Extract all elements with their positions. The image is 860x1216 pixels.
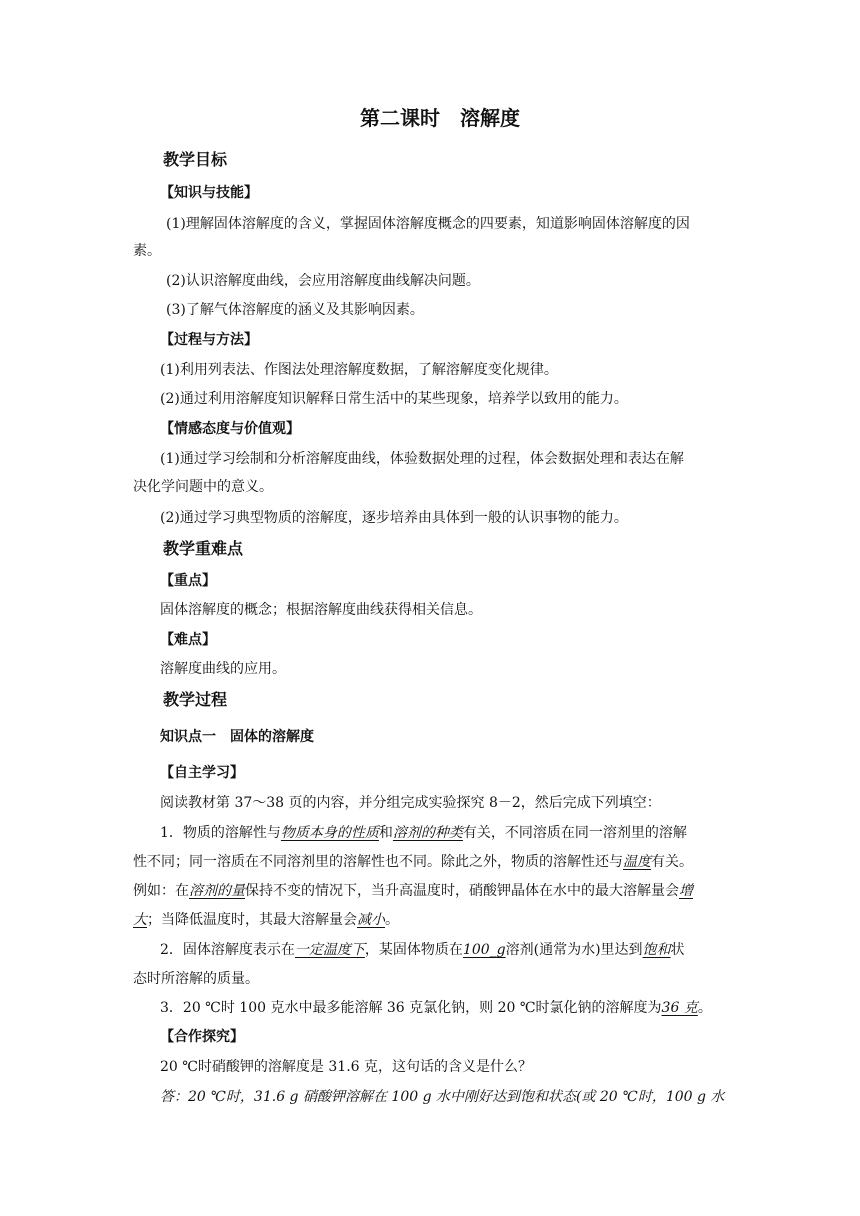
- difficulty-label: 【难点】: [160, 632, 216, 648]
- answer-blank: 溶剂的种类: [392, 825, 463, 841]
- answer-blank: 溶剂的量: [189, 883, 245, 899]
- attitude-item-1-cont: 决化学问题中的意义。: [133, 479, 273, 495]
- cooperative-inquiry-label: 【合作探究】: [160, 1029, 244, 1045]
- answer-blank: 大: [133, 912, 147, 928]
- attitude-item-2: (2)通过学习典型物质的溶解度，逐步培养由具体到一般的认识事物的能力。: [160, 510, 628, 526]
- topic-heading: 知识点一 固体的溶解度: [160, 729, 314, 745]
- answer-blank: 减小: [357, 912, 385, 928]
- page-title: 第二课时 溶解度: [360, 106, 520, 130]
- attitude-label: 【情感态度与价值观】: [160, 421, 300, 437]
- knowledge-item-3: (3)了解气体溶解度的涵义及其影响因素。: [166, 302, 424, 318]
- question-1-line-4: 大；当降低温度时，其最大溶解量会减小。: [133, 912, 399, 928]
- answer-blank: 物质本身的性质: [280, 825, 379, 841]
- question-3: 3．20 ℃时 100 克水中最多能溶解 36 克氯化钠，则 20 ℃时氯化钠的溶解度为36 克。: [160, 1000, 712, 1016]
- answer-blank: 温度: [623, 854, 651, 870]
- reading-instruction: 阅读教材第 37～38 页的内容，并分组完成实验探究 8－2，然后完成下列填空：: [160, 795, 661, 811]
- knowledge-skills-label: 【知识与技能】: [160, 185, 258, 201]
- question-1-line-1: 1．物质的溶解性与物质本身的性质和溶剂的种类有关，不同溶质在同一溶剂里的溶解: [160, 825, 687, 841]
- knowledge-item-1: (1)理解固体溶解度的含义，掌握固体溶解度概念的四要素，知道影响固体溶解度的因: [166, 216, 690, 232]
- process-heading: 教学过程: [163, 690, 228, 709]
- process-method-label: 【过程与方法】: [160, 332, 258, 348]
- answer-blank: 100_g: [462, 942, 506, 958]
- process-item-2: (2)通过利用溶解度知识解释日常生活中的某些现象，培养学以致用的能力。: [160, 391, 628, 407]
- question-1-line-3: 例如：在溶剂的量保持不变的情况下，当升高温度时，硝酸钾晶体在水中的最大溶解量会增: [133, 883, 693, 899]
- difficulty-text: 溶解度曲线的应用。: [160, 661, 286, 677]
- attitude-item-1: (1)通过学习绘制和分析溶解度曲线，体验数据处理的过程，体会数据处理和表达在解: [160, 451, 684, 467]
- keypoints-heading: 教学重难点: [163, 539, 244, 558]
- question-2-line-1: 2．固体溶解度表示在一定温度下，某固体物质在100_g溶剂(通常为水)里达到饱和状: [160, 942, 685, 958]
- inquiry-question: 20 ℃时硝酸钾的溶解度是 31.6 克，这句话的含义是什么？: [160, 1059, 532, 1075]
- objectives-heading: 教学目标: [163, 150, 228, 169]
- answer-blank: 一定温度下: [294, 942, 365, 958]
- answer-blank: 36 克: [661, 1000, 698, 1016]
- knowledge-item-2: (2)认识溶解度曲线，会应用溶解度曲线解决问题。: [166, 273, 480, 289]
- answer-blank: 增: [679, 883, 693, 899]
- process-item-1: (1)利用列表法、作图法处理溶解度数据，了解溶解度变化规律。: [160, 362, 558, 378]
- question-1-line-2: 性不同；同一溶质在不同溶剂里的溶解性也不同。除此之外，物质的溶解性还与温度有关。: [133, 854, 693, 870]
- focus-label: 【重点】: [160, 573, 216, 589]
- knowledge-item-1-cont: 素。: [133, 243, 161, 259]
- inquiry-answer: 答：20 ℃时，31.6 g 硝酸钾溶解在 100 g 水中刚好达到饱和状态(或 20 ℃时，100 g 水: [160, 1089, 725, 1105]
- self-study-label: 【自主学习】: [160, 765, 244, 781]
- question-2-line-2: 态时所溶解的质量。: [133, 971, 259, 987]
- focus-text: 固体溶解度的概念；根据溶解度曲线获得相关信息。: [160, 602, 482, 618]
- answer-blank: 饱和: [642, 942, 671, 958]
